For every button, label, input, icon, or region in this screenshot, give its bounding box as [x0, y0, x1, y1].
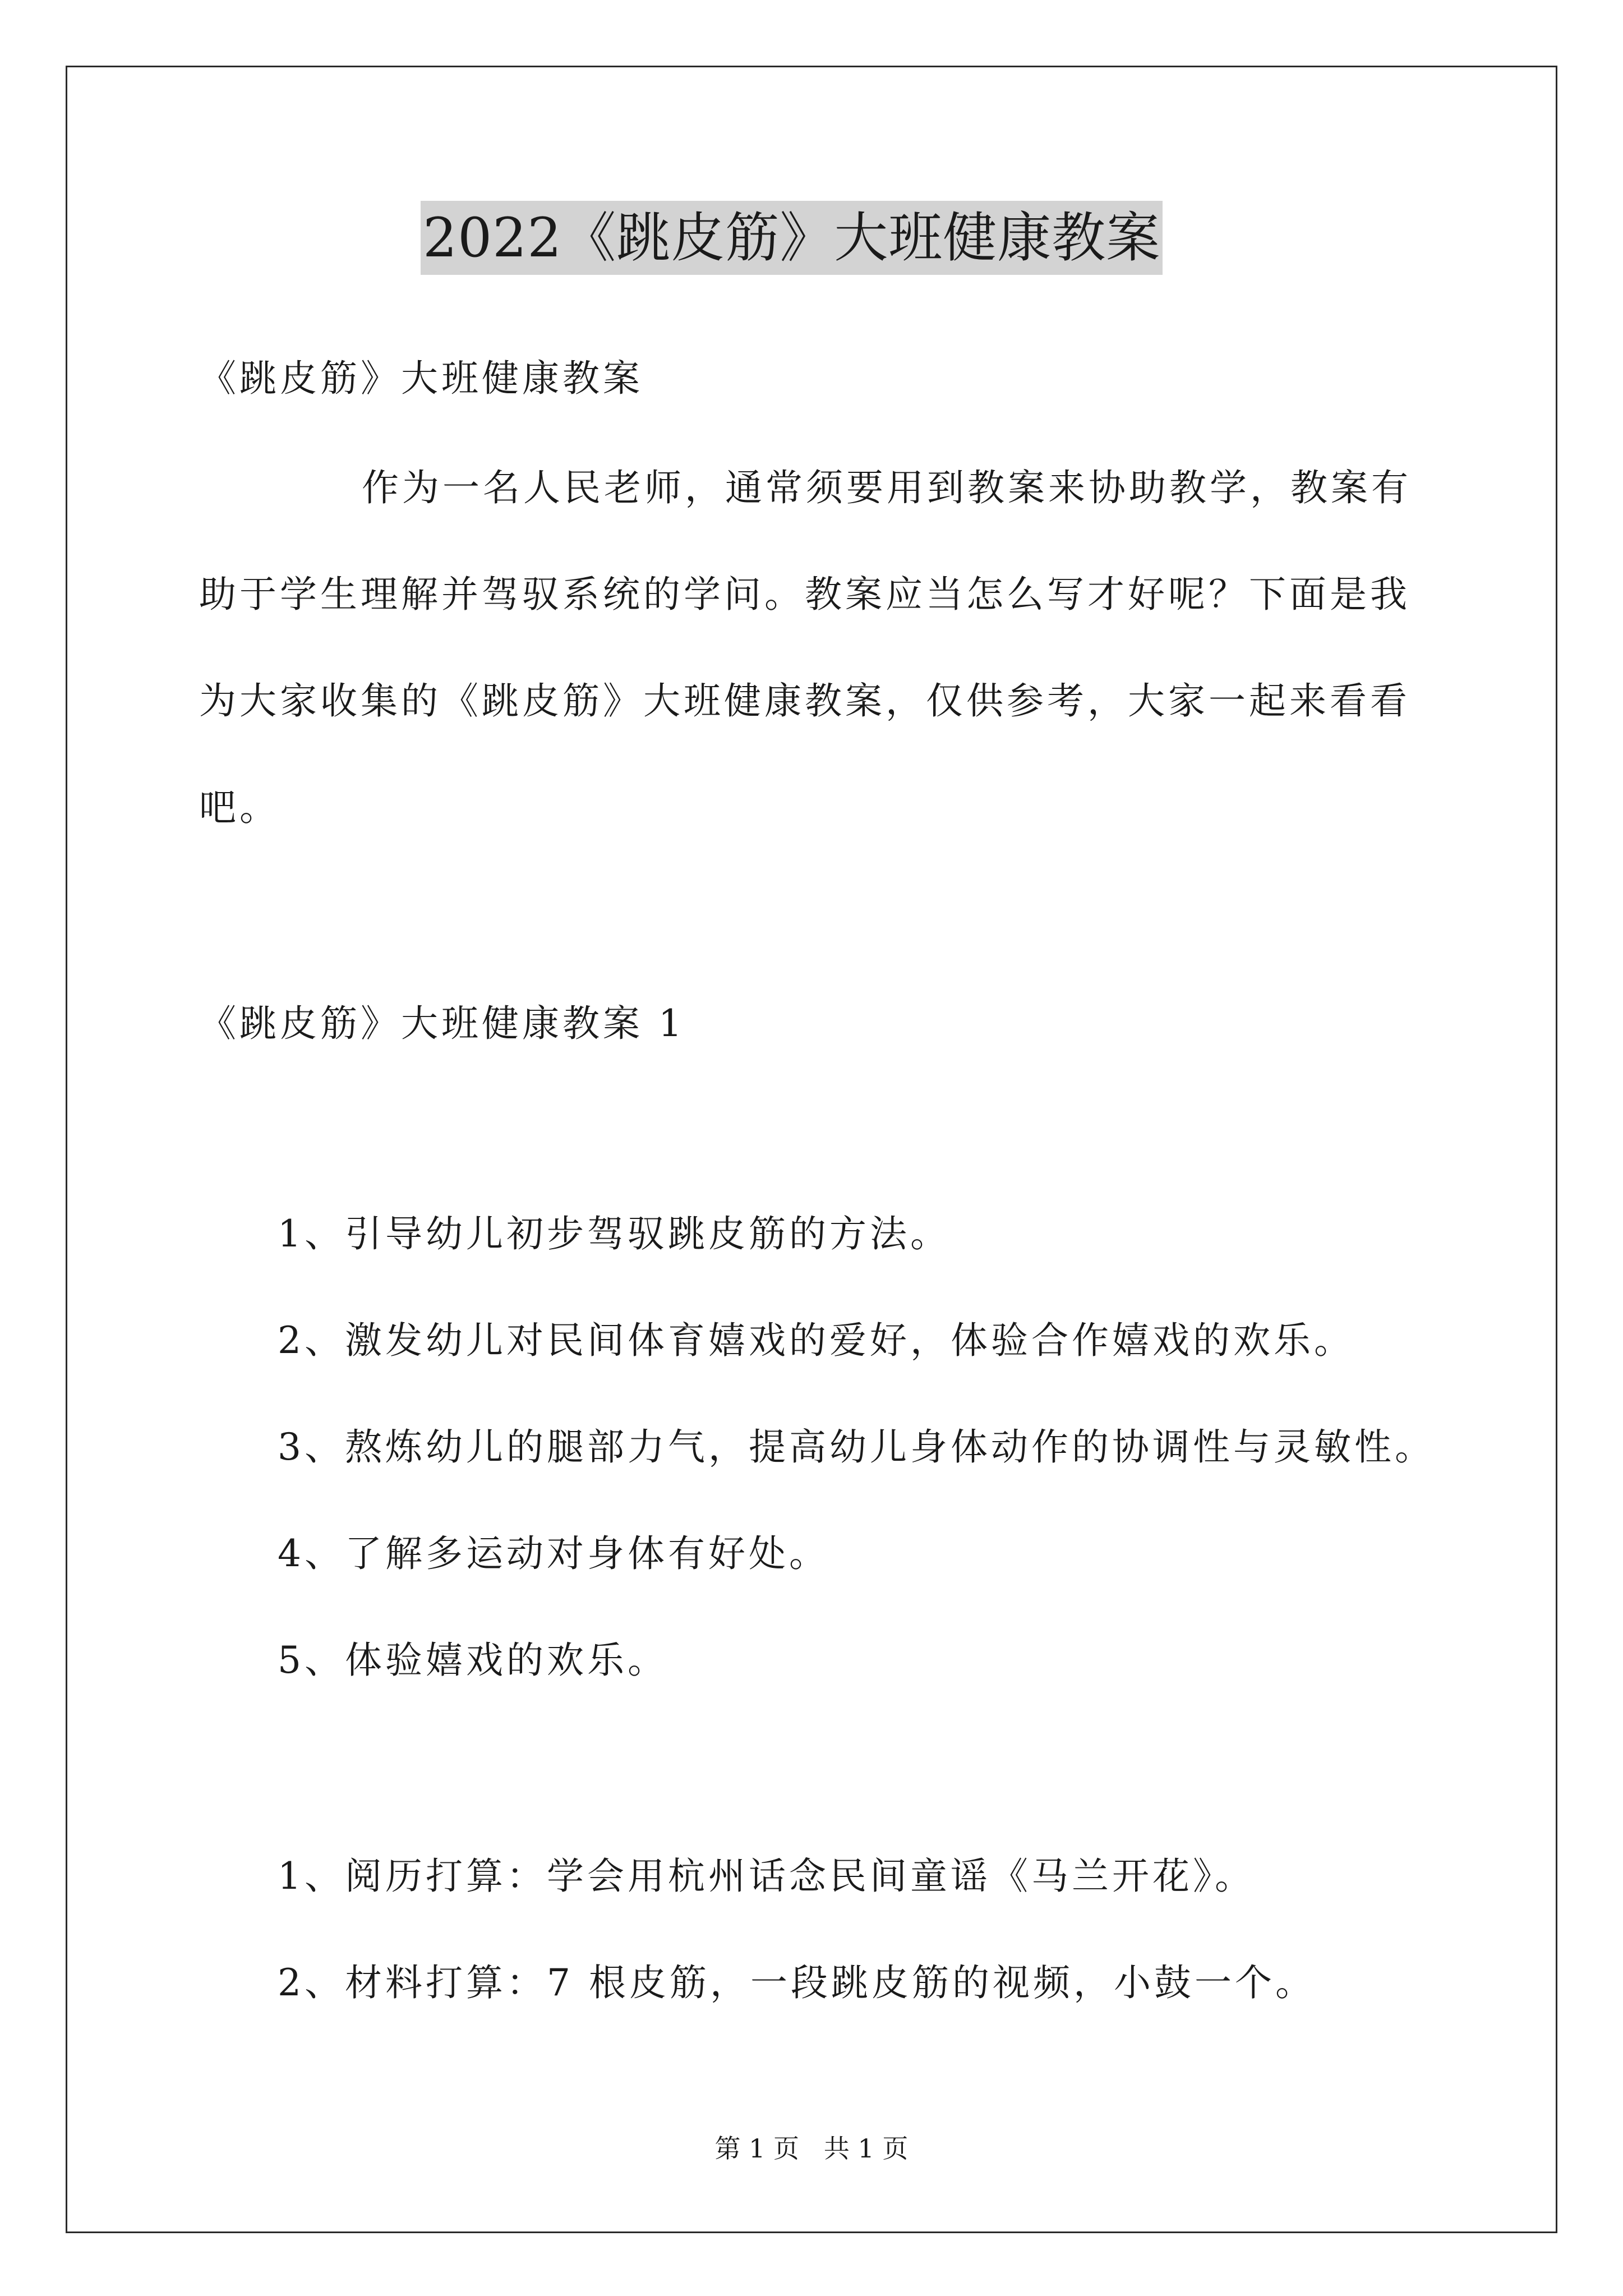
goal-item-1: 1、引导幼儿初步驾驭跳皮筋的方法。 — [278, 1212, 951, 1255]
goal-item-5: 5、体验嬉戏的欢乐。 — [278, 1639, 668, 1682]
goal-item-4: 4、了解多运动对身体有好处。 — [278, 1532, 829, 1575]
section-heading: 《跳皮筋》大班健康教案 1 — [199, 1002, 685, 1045]
goal-item-2: 2、激发幼儿对民间体育嬉戏的爱好，体验合作嬉戏的欢乐。 — [278, 1319, 1354, 1362]
preparation-item-2: 2、材料打算：7 根皮筋，一段跳皮筋的视频，小鼓一个。 — [278, 1961, 1316, 2004]
intro-line-3: 为大家收集的《跳皮筋》大班健康教案，仅供参考，大家一起来看看 — [199, 679, 1410, 723]
page-footer: 第 1 页 共 1 页 — [714, 2133, 909, 2164]
document-subtitle: 《跳皮筋》大班健康教案 — [199, 357, 643, 400]
preparation-item-1: 1、阅历打算：学会用杭州话念民间童谣《马兰开花》。 — [278, 1855, 1255, 1898]
intro-line-1: 作为一名人民老师，通常须要用到教案来协助教学，教案有 — [362, 466, 1412, 509]
intro-line-2: 助于学生理解并驾驭系统的学问。教案应当怎么写才好呢？下面是我 — [199, 573, 1410, 616]
document-title: 2022《跳皮筋》大班健康教案 — [421, 201, 1163, 275]
intro-line-4: 吧。 — [199, 786, 280, 829]
goal-item-3: 3、熬炼幼儿的腿部力气，提高幼儿身体动作的协调性与灵敏性。 — [278, 1425, 1435, 1469]
